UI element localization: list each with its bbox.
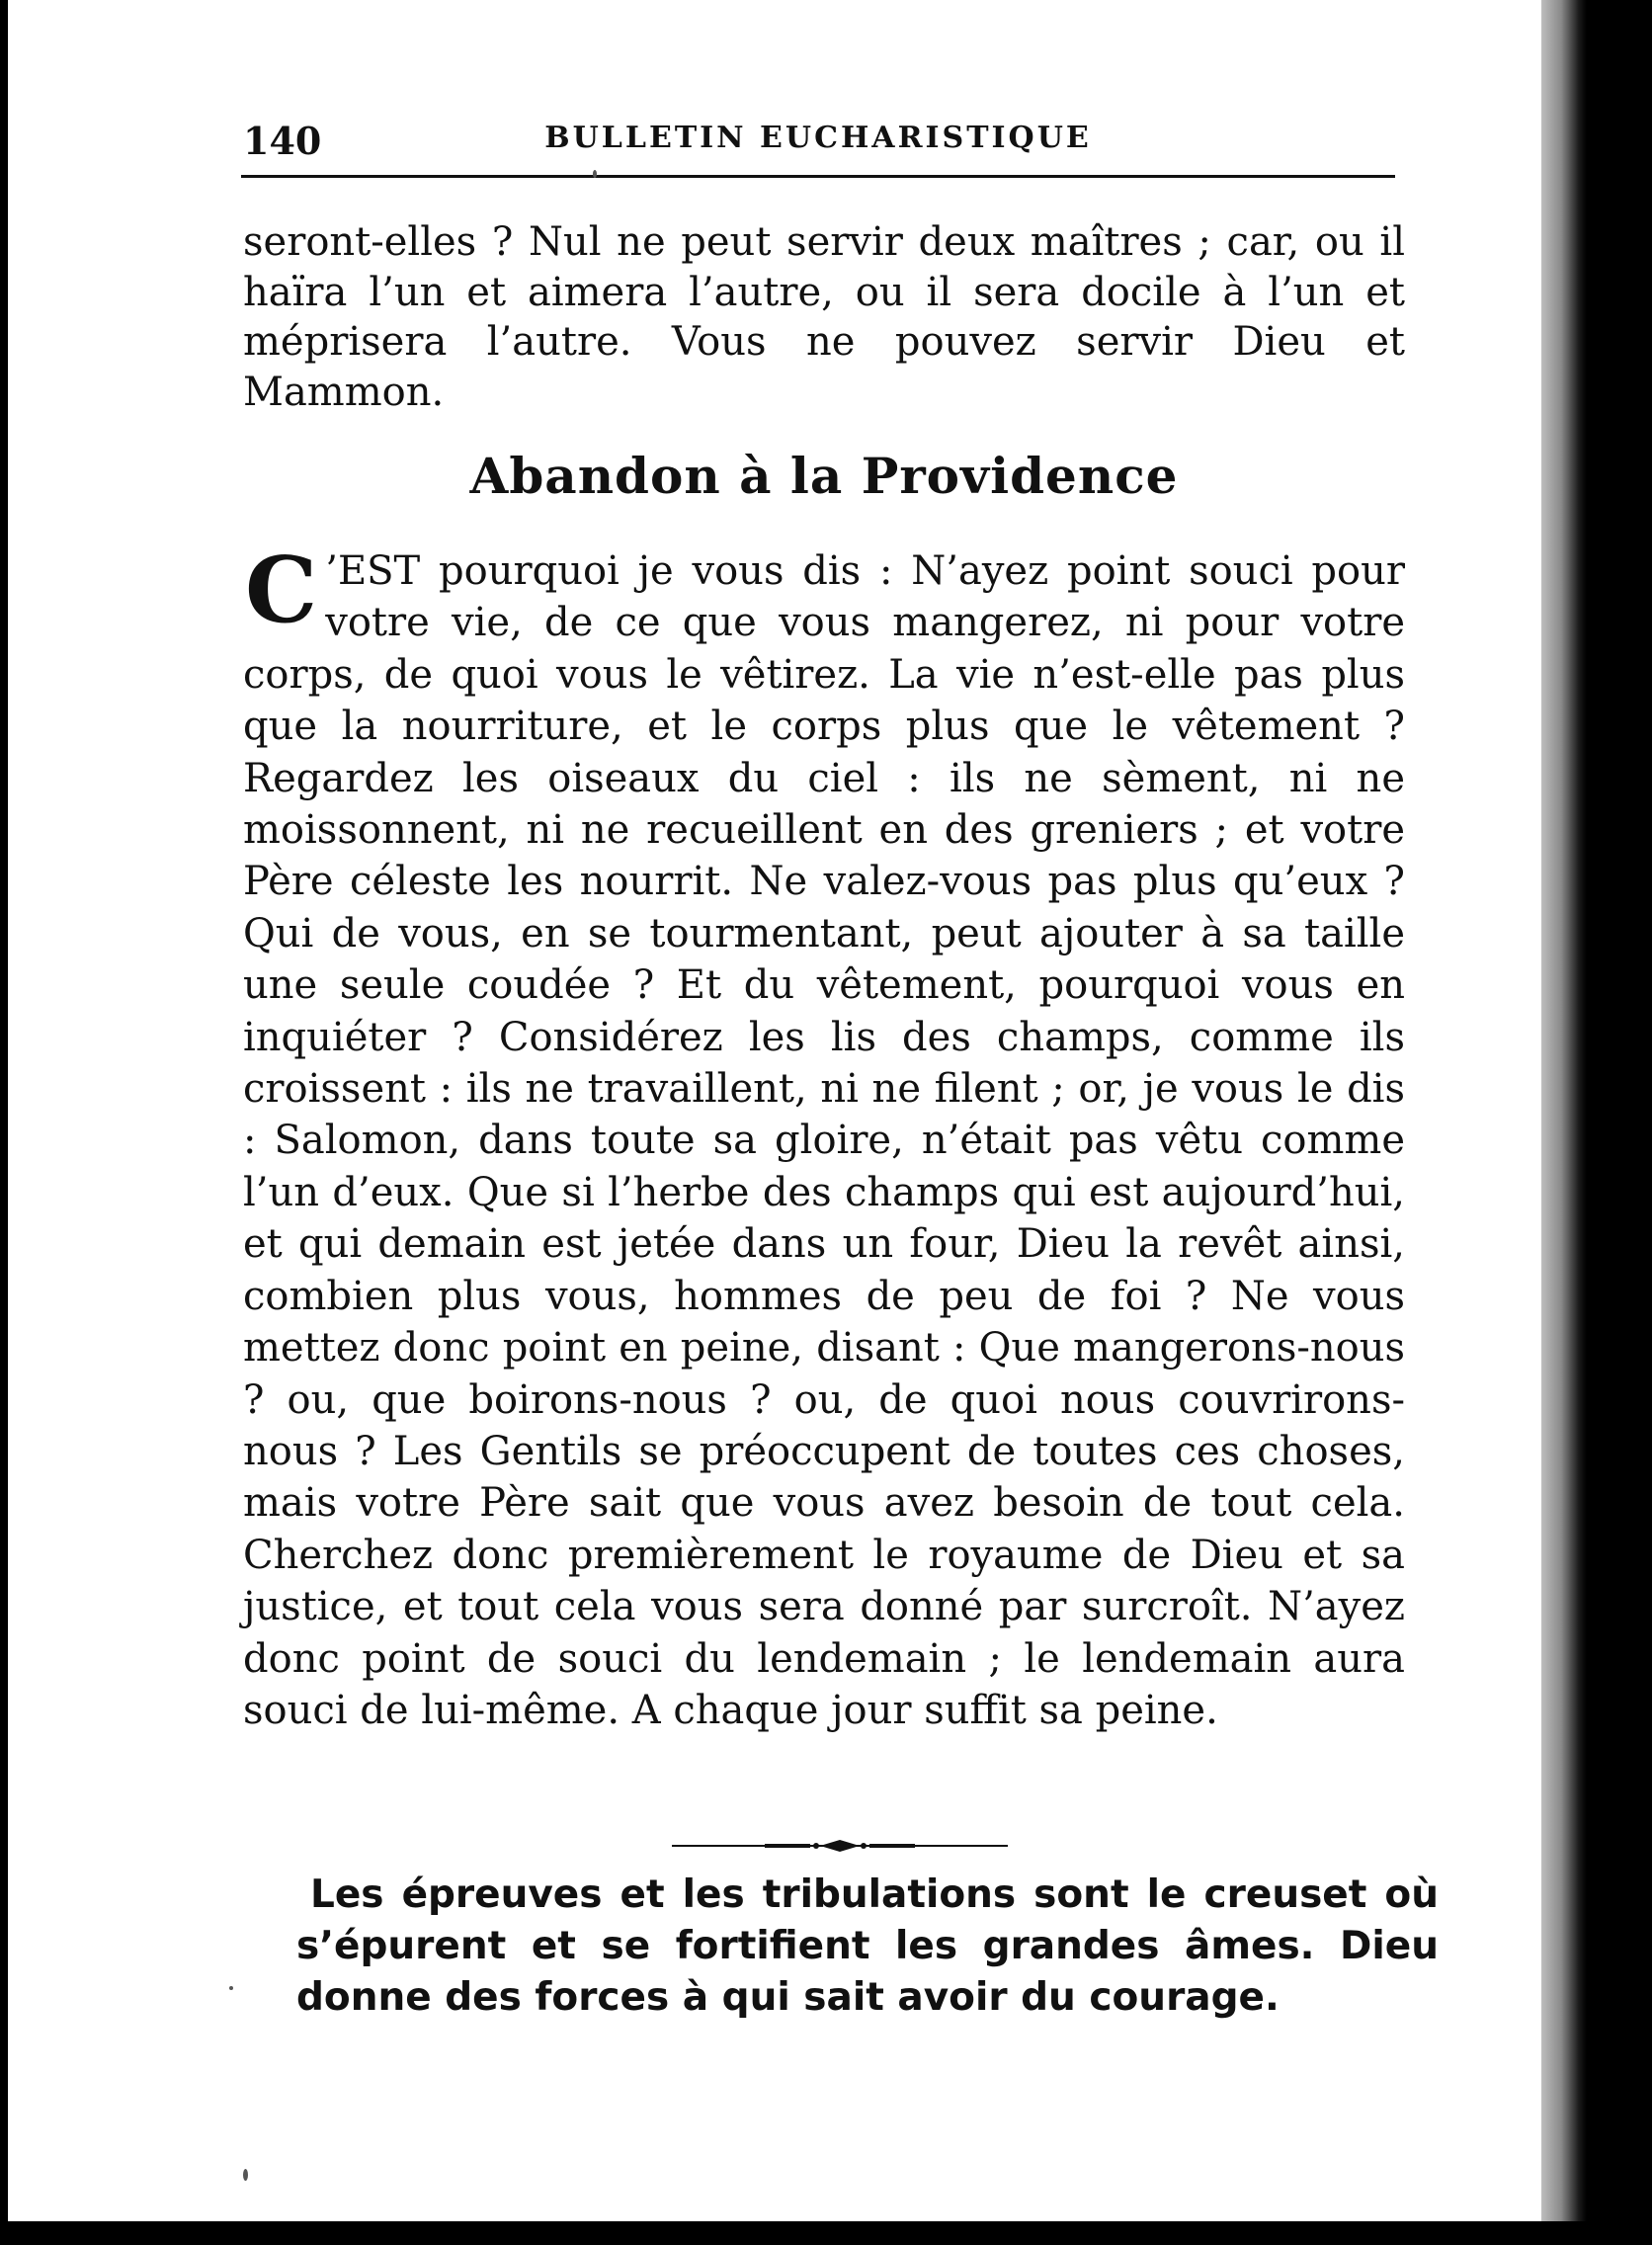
scan-speck: [229, 1986, 233, 1990]
running-title: BULLETIN EUCHARISTIQUE: [544, 121, 1092, 155]
drop-cap: C: [245, 537, 318, 643]
divider-ornament: [672, 1836, 1008, 1856]
body-text: ’EST pourquoi je vous dis : N’ayez point souci pour votre vie, de ce que vous mangerez, ni pour votre corps, de quoi vous le vêtirez. La vie n’est-elle pas plus que la nourriture, et le corps plus que le vêtement ? Regardez les oiseaux du ciel : ils ne sèment, ni ne moissonnent, ni ne recueillent en des greniers ; et votre Père céleste les nourrit. Ne valez-vous pas plus qu’eux ? Qui de vous, en se tourmentant, peut ajouter à sa taille une seule coudée ? Et du vêtement, pourquoi vous en inquiéter ? Considérez les lis des champs, comme ils croissent : ils ne travaillent, ni ne filent ; or, je vous le dis : Salomon, dans toute sa gloire, n’était pas vêtu comme l’un d’eux. Que si l’herbe des champs qui est aujourd’hui, et qui demain est jetée dans un four, Dieu la revêt ainsi, combien plus vous, hommes de peu de foi ? Ne vous mettez donc point en peine, disant : Que mangerons-nous ? ou, que boirons-nous ? ou, de quoi nous couvrirons-nous ? Les Gentils se préoccupent de toutes ces choses, mais votre Père sait que vous avez besoin de tout cela. Cherchez donc premièrement le royaume de Dieu et sa justice, et tout cela vous sera donné par surcroît. N’ayez donc point de souci du lendemain ; le lendemain aura souci de lui-même. A chaque jour suffit sa peine.: [243, 548, 1405, 1733]
page-number: 140: [243, 119, 322, 163]
scan-speck: [243, 2169, 248, 2181]
running-head: [243, 111, 1393, 163]
section-title: Abandon à la Providence: [469, 447, 1179, 505]
carryover-paragraph: seront-elles ? Nul ne peut servir deux maîtres ; car, ou il haïra l’un et aimera l’autre, ou il sera docile à l’un et méprisera l’autre. Vous ne pouvez servir Dieu et Mammon.: [243, 219, 1405, 415]
body-paragraph: [243, 537, 1405, 1736]
scan-edge-left: [0, 0, 8, 2245]
scan-edge-right: [1541, 0, 1652, 2245]
header-rule: [241, 175, 1395, 178]
scan-speck: [593, 170, 597, 178]
maxim-paragraph: Les épreuves et les tribulations sont le creuset où s’épurent et se fortifient les grandes âmes. Dieu donne des forces à qui sait avoir du courage.: [296, 1872, 1439, 2020]
scan-edge-bottom: [0, 2221, 1652, 2245]
